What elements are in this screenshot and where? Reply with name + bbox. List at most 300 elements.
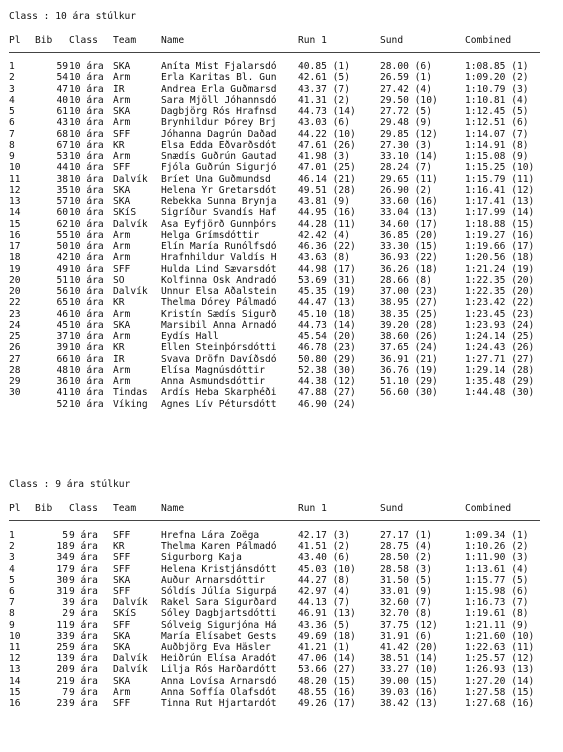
cell-sund: 32.70 (8) — [380, 608, 432, 620]
table-row — [0, 151, 563, 162]
cell-run1: 46.90 (24) — [298, 398, 356, 410]
cell-combined: 1:10.79 (3) — [465, 83, 529, 95]
cell-run1: 44.73 (14) — [298, 319, 356, 331]
cell-team: Dalvík — [113, 664, 148, 676]
cell-bib: 20 — [56, 664, 68, 676]
cell-team: SKA — [113, 184, 131, 196]
table-row — [0, 117, 563, 128]
table-row — [0, 95, 563, 106]
cell-name: Marsibil Anna Árnadó — [161, 319, 277, 331]
cell-combined: 1:14.07 (7) — [465, 128, 529, 140]
cell-sund: 56.60 (30) — [380, 387, 438, 399]
cell-sund: 26.59 (1) — [380, 72, 432, 84]
cell-combined: 1:21.60 (10) — [465, 630, 535, 642]
table-row — [0, 106, 563, 117]
header-run1: Run 1 — [298, 35, 327, 46]
cell-class: 10 ára — [69, 331, 104, 342]
header-combined: Combined — [465, 35, 512, 46]
cell-run1: 44.27 (8) — [298, 574, 350, 586]
cell-team: SFF — [113, 563, 131, 575]
table-row — [0, 653, 563, 664]
cell-combined: 1:18.88 (15) — [465, 218, 535, 230]
cell-combined: 1:25.57 (12) — [465, 653, 535, 665]
cell-pl: 17 — [9, 241, 21, 252]
cell-pl: 11 — [9, 173, 21, 185]
table-row — [0, 162, 563, 173]
cell-pl: 16 — [9, 229, 21, 241]
cell-bib: 13 — [56, 653, 68, 665]
cell-pl: 15 — [9, 686, 21, 698]
cell-team: SFF — [113, 552, 131, 564]
cell-pl: 22 — [9, 297, 21, 309]
cell-combined: 1:15.98 (6) — [465, 586, 529, 597]
cell-sund: 39.00 (15) — [380, 675, 438, 687]
header-class: Class — [69, 35, 98, 46]
cell-name: Kolfinna Ósk Andradó — [161, 274, 277, 286]
cell-class: 10 ára — [69, 139, 104, 151]
cell-combined: 1:23.93 (24) — [465, 319, 535, 331]
cell-class: 9 ára — [69, 552, 98, 564]
header-class: Class — [69, 503, 98, 514]
cell-run1: 48.55 (16) — [298, 686, 356, 698]
cell-name: Sigurborg Kaja — [161, 552, 242, 564]
cell-class: 10 ára — [69, 353, 104, 365]
cell-run1: 41.31 (2) — [298, 94, 350, 106]
cell-class: 10 ára — [69, 308, 104, 320]
cell-sund: 27.17 (1) — [380, 530, 432, 541]
cell-class: 10 ára — [69, 274, 104, 286]
cell-class: 9 ára — [69, 608, 98, 620]
cell-bib: 68 — [56, 128, 68, 140]
cell-name: Ardís Heba Skarphéði — [161, 387, 277, 399]
cell-run1: 45.54 (20) — [298, 331, 356, 342]
cell-bib: 11 — [56, 619, 68, 631]
cell-class: 10 ára — [69, 184, 104, 196]
cell-bib: 39 — [56, 342, 68, 354]
cell-name: Ása Eyfjörð Gunnþórs — [161, 218, 277, 230]
cell-team: Árm — [113, 364, 131, 376]
cell-class: 9 ára — [69, 541, 98, 553]
cell-combined: 1:15.08 (9) — [465, 151, 529, 162]
cell-pl: 1 — [9, 61, 15, 72]
cell-bib: 55 — [56, 229, 68, 241]
cell-run1: 44.22 (10) — [298, 128, 356, 140]
cell-name: Brynhildur Þórey Brj — [161, 117, 277, 129]
header-rule — [9, 52, 540, 53]
cell-bib: 31 — [56, 586, 68, 597]
cell-combined: 1:27.68 (16) — [465, 698, 535, 709]
cell-bib: 38 — [56, 173, 68, 185]
cell-team: Árm — [113, 72, 131, 84]
header-name: Name — [161, 35, 185, 46]
cell-pl: 2 — [9, 72, 15, 84]
cell-combined: 1:29.14 (28) — [465, 364, 535, 376]
cell-class: 10 ára — [69, 387, 104, 399]
table-row — [0, 320, 563, 331]
cell-pl: 9 — [9, 151, 15, 162]
cell-sund: 32.60 (7) — [380, 597, 432, 609]
cell-sund: 36.91 (21) — [380, 353, 438, 365]
table-row — [0, 530, 563, 541]
header-sund: Sund — [380, 35, 404, 46]
cell-run1: 46.78 (23) — [298, 342, 356, 354]
cell-sund: 38.51 (14) — [380, 653, 438, 665]
table-row — [0, 676, 563, 687]
cell-sund: 27.42 (4) — [380, 83, 432, 95]
cell-sund: 37.75 (12) — [380, 619, 438, 631]
cell-bib: 54 — [56, 72, 68, 84]
cell-bib: 49 — [56, 263, 68, 275]
cell-sund: 27.72 (5) — [380, 106, 432, 117]
cell-run1: 53.69 (31) — [298, 274, 356, 286]
cell-name: Tinna Rut Hjartardót — [161, 698, 277, 709]
cell-name: Eydís Hall — [161, 331, 219, 342]
cell-run1: 43.63 (8) — [298, 252, 350, 264]
table-row — [0, 140, 563, 151]
cell-sund: 28.58 (3) — [380, 563, 432, 575]
cell-team: KR — [113, 541, 125, 553]
cell-pl: 28 — [9, 364, 21, 376]
cell-combined: 1:14.91 (8) — [465, 139, 529, 151]
cell-sund: 37.00 (23) — [380, 286, 438, 297]
cell-pl: 7 — [9, 597, 15, 609]
table-row — [0, 309, 563, 320]
cell-pl: 16 — [9, 698, 21, 709]
cell-bib: 41 — [56, 387, 68, 399]
cell-bib: 3 — [62, 597, 68, 609]
cell-pl: 13 — [9, 664, 21, 676]
cell-run1: 49.26 (17) — [298, 698, 356, 709]
cell-team: SKA — [113, 642, 131, 653]
cell-run1: 43.81 (9) — [298, 196, 350, 207]
cell-pl: 10 — [9, 630, 21, 642]
cell-pl: 13 — [9, 196, 21, 207]
cell-pl: 14 — [9, 675, 21, 687]
cell-combined: 1:08.85 (1) — [465, 61, 529, 72]
cell-sund: 28.66 (8) — [380, 274, 432, 286]
table-header — [0, 503, 563, 515]
cell-sund: 36.93 (22) — [380, 252, 438, 264]
cell-bib: 23 — [56, 698, 68, 709]
cell-team: SKA — [113, 675, 131, 687]
header-team: Team — [113, 35, 137, 46]
cell-bib: 46 — [56, 308, 68, 320]
table-row — [0, 219, 563, 230]
cell-team: Dalvík — [113, 173, 148, 185]
cell-class: 10 ára — [69, 128, 104, 140]
cell-team: Árm — [113, 229, 131, 241]
cell-combined: 1:35.48 (29) — [465, 376, 535, 387]
cell-sund: 37.65 (24) — [380, 342, 438, 354]
cell-team: Árm — [113, 308, 131, 320]
cell-combined: 1:10.26 (2) — [465, 541, 529, 553]
cell-name: Aníta Mist Fjalarsdó — [161, 61, 277, 72]
cell-pl: 10 — [9, 162, 21, 174]
table-row — [0, 399, 563, 410]
cell-class: 10 ára — [69, 241, 104, 252]
cell-team: SKA — [113, 574, 131, 586]
cell-combined: 1:17.99 (14) — [465, 207, 535, 219]
cell-run1: 42.17 (3) — [298, 530, 350, 541]
cell-name: Sara Mjöll Jóhannsdó — [161, 94, 277, 106]
cell-name: Hrefna Lára Zoëga — [161, 530, 260, 541]
cell-bib: 50 — [56, 241, 68, 252]
cell-team: Árm — [113, 94, 131, 106]
cell-class: 9 ára — [69, 653, 98, 665]
cell-team: SFF — [113, 162, 131, 174]
cell-name: Dagbjörg Rós Hrafnsd — [161, 106, 277, 117]
cell-class: 10 ára — [69, 297, 104, 309]
table-row — [0, 552, 563, 563]
cell-team: Tindas — [113, 387, 148, 399]
header-bib: Bib — [35, 35, 53, 46]
cell-run1: 48.20 (15) — [298, 675, 356, 687]
cell-combined: 1:15.77 (5) — [465, 574, 529, 586]
cell-sund: 29.65 (11) — [380, 173, 438, 185]
cell-combined: 1:16.41 (12) — [465, 184, 535, 196]
cell-pl: 19 — [9, 263, 21, 275]
table-row — [0, 541, 563, 552]
cell-sund: 39.20 (28) — [380, 319, 438, 331]
cell-class: 10 ára — [69, 263, 104, 275]
cell-run1: 45.10 (18) — [298, 308, 356, 320]
header-run1: Run 1 — [298, 503, 327, 514]
cell-class: 10 ára — [69, 342, 104, 354]
cell-run1: 43.37 (7) — [298, 83, 350, 95]
cell-name: Erla Karitas Bl. Gun — [161, 72, 277, 84]
table-row — [0, 664, 563, 675]
table-row — [0, 185, 563, 196]
cell-sund: 28.00 (6) — [380, 61, 432, 72]
cell-bib: 60 — [56, 207, 68, 219]
cell-name: Elín María Runólfsdó — [161, 241, 277, 252]
cell-team: Dalvík — [113, 653, 148, 665]
cell-run1: 41.98 (3) — [298, 151, 350, 162]
cell-sund: 28.75 (4) — [380, 541, 432, 553]
cell-sund: 41.42 (20) — [380, 642, 438, 653]
header-bib: Bib — [35, 503, 53, 514]
cell-name: Andrea Erla Guðmarsd — [161, 83, 277, 95]
cell-combined: 1:24.43 (26) — [465, 342, 535, 354]
cell-bib: 59 — [56, 61, 68, 72]
cell-bib: 5 — [62, 530, 68, 541]
cell-run1: 44.47 (13) — [298, 297, 356, 309]
table-row — [0, 264, 563, 275]
table-row — [0, 241, 563, 252]
cell-combined: 1:15.79 (11) — [465, 173, 535, 185]
cell-combined: 1:09.20 (2) — [465, 72, 529, 84]
cell-combined: 1:44.48 (30) — [465, 387, 535, 399]
cell-bib: 17 — [56, 563, 68, 575]
cell-name: Fjóla Guðrún Sigurjó — [161, 162, 277, 174]
table-row — [0, 275, 563, 286]
cell-run1: 41.21 (1) — [298, 642, 350, 653]
cell-class: 9 ára — [69, 597, 98, 609]
cell-name: Helena Kristjánsdótt — [161, 563, 277, 575]
header-pl: Pl — [9, 35, 21, 46]
cell-combined: 1:20.56 (18) — [465, 252, 535, 264]
cell-run1: 49.69 (18) — [298, 630, 356, 642]
cell-combined: 1:26.93 (13) — [465, 664, 535, 676]
cell-combined: 1:16.73 (7) — [465, 597, 529, 609]
cell-team: KR — [113, 139, 125, 151]
header-rule — [9, 520, 540, 521]
cell-run1: 42.97 (4) — [298, 586, 350, 597]
cell-combined: 1:12.51 (6) — [465, 117, 529, 129]
cell-name: Auður Arnarsdóttir — [161, 574, 265, 586]
cell-name: María Elísabet Gests — [161, 630, 277, 642]
cell-sund: 36.76 (19) — [380, 364, 438, 376]
cell-sund: 39.03 (16) — [380, 686, 438, 698]
cell-pl: 8 — [9, 139, 15, 151]
cell-team: SFF — [113, 619, 131, 631]
cell-class: 9 ára — [69, 530, 98, 541]
cell-combined: 1:27.71 (27) — [465, 353, 535, 365]
cell-pl: 1 — [9, 530, 15, 541]
cell-bib: 45 — [56, 319, 68, 331]
table-row — [0, 174, 563, 185]
cell-pl: 26 — [9, 342, 21, 354]
table-row — [0, 196, 563, 207]
cell-class: 9 ára — [69, 619, 98, 631]
cell-bib: 36 — [56, 376, 68, 387]
cell-sund: 29.85 (12) — [380, 128, 438, 140]
cell-run1: 44.28 (11) — [298, 218, 356, 230]
cell-pl: 3 — [9, 552, 15, 564]
cell-team: Árm — [113, 376, 131, 387]
table-row — [0, 286, 563, 297]
cell-pl: 5 — [9, 106, 15, 117]
cell-class: 10 ára — [69, 286, 104, 297]
cell-bib: 18 — [56, 541, 68, 553]
cell-name: Helena Ýr Gretarsdót — [161, 184, 277, 196]
table-row — [0, 376, 563, 387]
cell-combined: 1:17.41 (13) — [465, 196, 535, 207]
cell-run1: 43.40 (6) — [298, 552, 350, 564]
cell-combined: 1:27.20 (14) — [465, 675, 535, 687]
cell-bib: 37 — [56, 331, 68, 342]
cell-sund: 38.42 (13) — [380, 698, 438, 709]
cell-run1: 46.36 (22) — [298, 241, 356, 252]
cell-pl: 4 — [9, 94, 15, 106]
cell-name: Sigríður Svandís Haf — [161, 207, 277, 219]
cell-name: Kristín Sædís Sigurð — [161, 308, 277, 320]
cell-class: 10 ára — [69, 364, 104, 376]
cell-team: SKA — [113, 106, 131, 117]
table-header — [0, 35, 563, 47]
cell-run1: 44.98 (17) — [298, 263, 356, 275]
cell-name: Sóldís Júlía Sigurpá — [161, 586, 277, 597]
cell-class: 10 ára — [69, 162, 104, 174]
cell-sund: 36.26 (18) — [380, 263, 438, 275]
cell-run1: 43.36 (5) — [298, 619, 350, 631]
cell-pl: 3 — [9, 83, 15, 95]
cell-bib: 67 — [56, 139, 68, 151]
cell-class: 10 ára — [69, 229, 104, 241]
cell-sund: 27.30 (3) — [380, 139, 432, 151]
cell-sund: 28.50 (2) — [380, 552, 432, 564]
table-row — [0, 642, 563, 653]
cell-team: ÍR — [113, 353, 125, 365]
table-row — [0, 608, 563, 619]
cell-class: 10 ára — [69, 117, 104, 129]
cell-team: SFF — [113, 128, 131, 140]
cell-run1: 45.35 (19) — [298, 286, 356, 297]
cell-name: Anna Soffía Ólafsdót — [161, 686, 277, 698]
cell-class: 10 ára — [69, 94, 104, 106]
cell-combined: 1:24.14 (25) — [465, 331, 535, 342]
cell-sund: 38.60 (26) — [380, 331, 438, 342]
cell-class: 9 ára — [69, 675, 98, 687]
cell-run1: 47.61 (26) — [298, 139, 356, 151]
cell-run1: 49.51 (28) — [298, 184, 356, 196]
cell-bib: 52 — [56, 398, 68, 410]
cell-name: Svava Dröfn Davíðsdó — [161, 353, 277, 365]
cell-bib: 43 — [56, 117, 68, 129]
cell-sund: 34.60 (17) — [380, 218, 438, 230]
cell-pl: 18 — [9, 252, 21, 264]
cell-sund: 29.48 (9) — [380, 117, 432, 129]
cell-run1: 50.80 (29) — [298, 353, 356, 365]
cell-class: 10 ára — [69, 252, 104, 264]
cell-team: Dalvík — [113, 597, 148, 609]
cell-combined: 1:23.42 (22) — [465, 297, 535, 309]
cell-bib: 44 — [56, 162, 68, 174]
table-row — [0, 252, 563, 263]
cell-team: Dalvík — [113, 286, 148, 297]
cell-bib: 65 — [56, 297, 68, 309]
cell-run1: 42.42 (4) — [298, 229, 350, 241]
cell-team: Árm — [113, 241, 131, 252]
cell-pl: 4 — [9, 563, 15, 575]
cell-team: Víking — [113, 398, 148, 410]
cell-pl: 6 — [9, 586, 15, 597]
cell-sund: 33.10 (14) — [380, 151, 438, 162]
cell-pl: 23 — [9, 308, 21, 320]
cell-name: Auðbjörg Eva Häsler — [161, 642, 271, 653]
cell-sund: 31.91 (6) — [380, 630, 432, 642]
cell-sund: 38.35 (25) — [380, 308, 438, 320]
cell-combined: 1:11.90 (3) — [465, 552, 529, 564]
cell-sund: 31.50 (5) — [380, 574, 432, 586]
cell-pl: 27 — [9, 353, 21, 365]
cell-name: Sóley Dagbjartsdótti — [161, 608, 277, 620]
cell-run1: 44.38 (12) — [298, 376, 356, 387]
cell-run1: 47.06 (14) — [298, 653, 356, 665]
cell-run1: 46.91 (13) — [298, 608, 356, 620]
cell-class: 9 ára — [69, 642, 98, 653]
cell-run1: 43.03 (6) — [298, 117, 350, 129]
cell-combined: 1:13.61 (4) — [465, 563, 529, 575]
table-row — [0, 61, 563, 72]
cell-team: Árm — [113, 252, 131, 264]
cell-class: 10 ára — [69, 151, 104, 162]
table-row — [0, 564, 563, 575]
cell-pl: 6 — [9, 117, 15, 129]
table-row — [0, 354, 563, 365]
section-title: Class : 9 ára stúlkur — [9, 479, 131, 490]
cell-team: SKA — [113, 319, 131, 331]
cell-pl: 9 — [9, 619, 15, 631]
cell-name: Bríet Una Guðmundsd — [161, 173, 271, 185]
cell-name: Elísa Magnúsdóttir — [161, 364, 265, 376]
cell-sund: 51.10 (29) — [380, 376, 438, 387]
cell-run1: 44.95 (16) — [298, 207, 356, 219]
table-row — [0, 72, 563, 83]
table-row — [0, 365, 563, 376]
cell-pl: 29 — [9, 376, 21, 387]
cell-combined: 1:15.25 (10) — [465, 162, 535, 174]
